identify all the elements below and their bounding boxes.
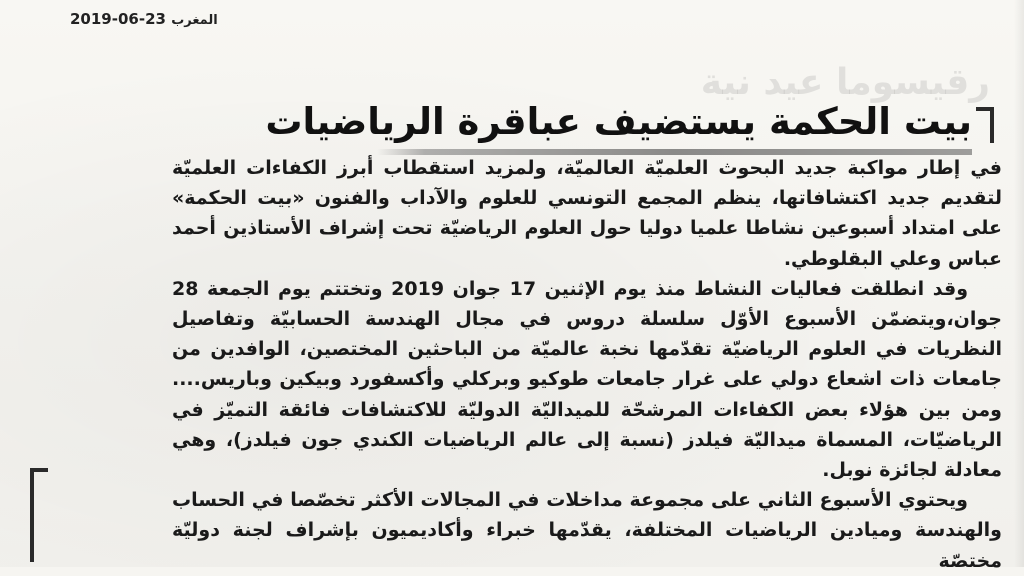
article-body — [172, 153, 1002, 576]
bottom-left-bracket — [30, 468, 48, 562]
clipping-source: المغرب — [171, 13, 218, 28]
clipping-date: 2019-06-23 — [70, 10, 166, 28]
article-title: بيت الحكمة يستضيف عباقرة الرياضيات — [265, 100, 972, 143]
article-paragraph-1: في إطار مواكبة جديد البحوث العلميّة العالميّة، ولمزيد استقطاب أبرز الكفاءات العلميّة لتقديم جديد اكتشافاتها، ينظم المجمع التونسي للعلوم والآداب والفنون «بيت الحكمة» على امتداد أسبوعين نشاطا علميا دوليا حول العلوم الرياضيّة تحت إشراف الأستاذين أحمد عباس وعلي البقلوطي. — [172, 157, 1002, 270]
page-edge-shadow — [1014, 0, 1024, 567]
title-corner-marker — [976, 107, 994, 143]
clipping-header — [70, 10, 222, 28]
article-paragraph-2: وقد انطلقت فعاليات النشاط منذ يوم الإثنين 17 جوان 2019 وتختتم يوم الجمعة 28 جوان،ويتضمّن الأسبوع الأوّل سلسلة دروس في مجال الهندسة الحسابيّة وتفاصيل النظريات في العلوم الرياضيّة تقدّمها نخبة عالميّة من الباحثين المختصين، الوافدين من جامعات ذات اشعاع دولي على غرار جامعات طوكيو وبركلي وأكسفورد وبيكين وباريس.... ومن بين هؤلاء بعض الكفاءات المرشحّة للميداليّة الدوليّة للاكتشافات فائقة التميّز في الرياضيّات، المسماة ميداليّة فيلدز (نسبة إلى عالم الرياضيات الكندي جون فيلدز)، وهي معادلة لجائزة نوبل. — [172, 277, 1002, 482]
bleed-through-text: رقيسوما عيد نية — [700, 62, 990, 103]
article-paragraph-3: ويحتوي الأسبوع الثاني على مجموعة مداخلات في المجالات الأكثر تخصّصا في الحساب والهندسة وميادين الرياضيات المختلفة، يقدّمها خبراء وأكاديميون بإشراف لجنة دوليّة مختصّة — [172, 489, 1002, 572]
